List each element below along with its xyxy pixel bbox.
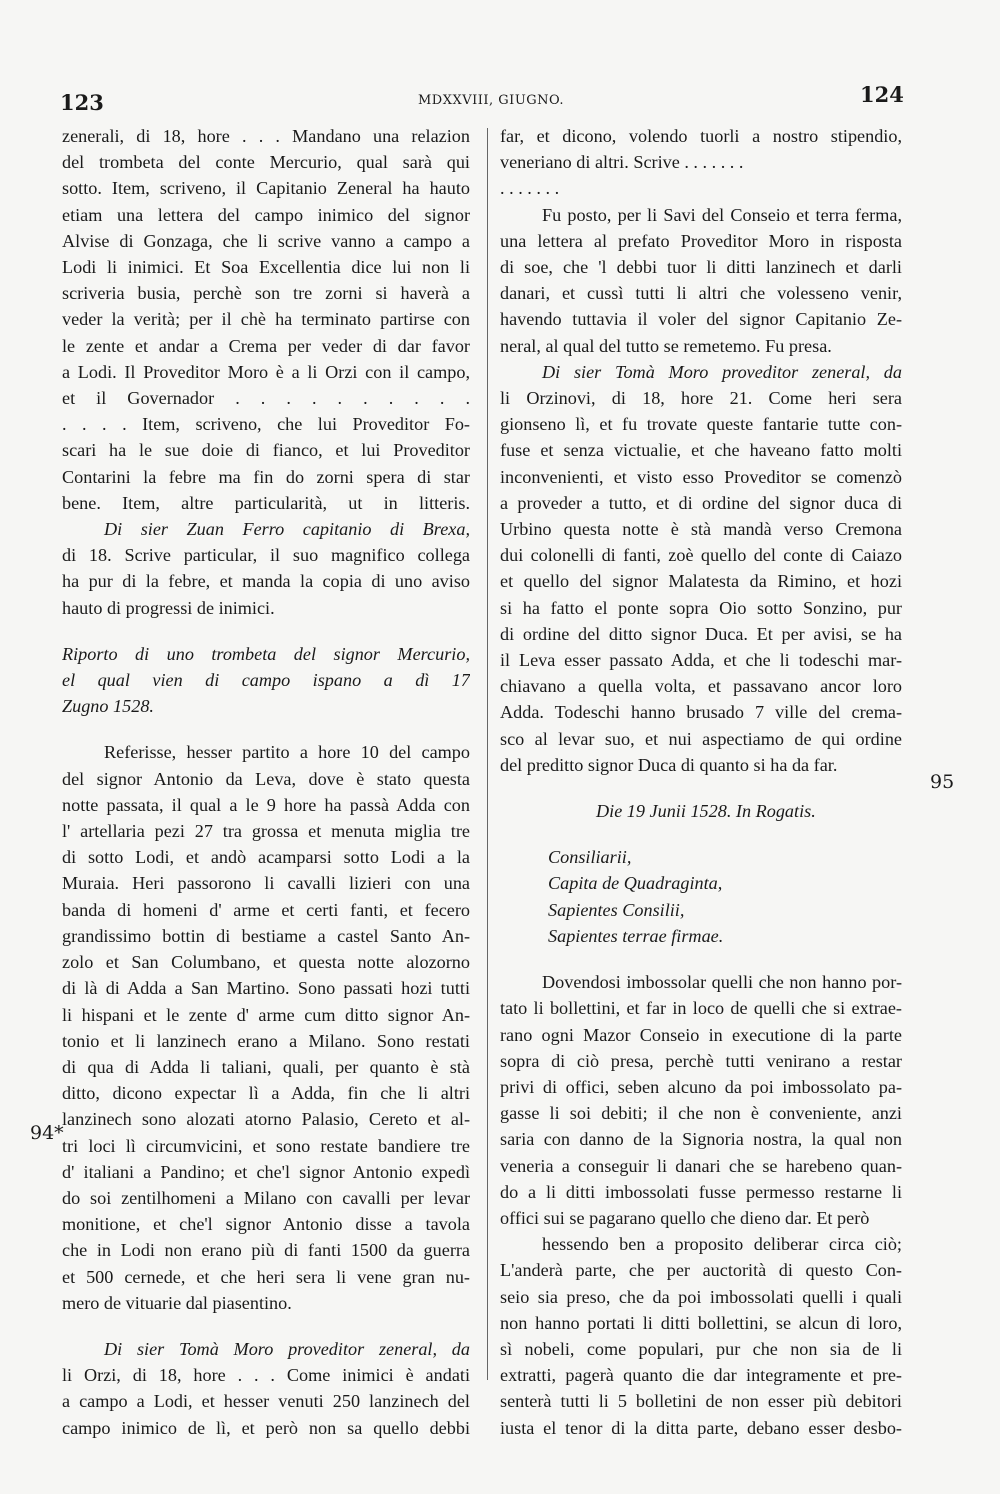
text-line: non hanno portati li ditti bollettini, se alcun di loro,	[500, 1312, 902, 1333]
paragraph-gap	[500, 778, 902, 798]
text-line: di là di Adda a San Martino. Sono passati hozi tutti	[62, 978, 470, 999]
text-line: Zugno 1528.	[62, 696, 154, 717]
text-line: do a li ditti imbossolati fusse permesso restarne li	[500, 1181, 902, 1202]
text-line: L'anderà parte, che per auctorità di questo Con-	[500, 1260, 902, 1281]
text-line: gionseno lì, et fu trovate queste fantarie tutte con-	[500, 414, 902, 435]
text-line: offici sui se pagarano quello che dieno dar. Et però	[500, 1207, 870, 1228]
text-line: danari, et cussì tutti li altri che volesseno venir,	[500, 283, 902, 304]
text-line: li Orzi, di 18, hore . . . Come inimici è andati	[62, 1365, 470, 1386]
text-line: mero de vituarie dal piasentino.	[62, 1292, 292, 1313]
text-line: dui colonelli di fanti, zoè quello del conte di Caiazo	[500, 545, 902, 566]
paragraph-gap	[500, 824, 902, 844]
text-line: monitione, et che'l signor Antonio disse a tavola	[62, 1214, 470, 1235]
paragraph-gap	[500, 949, 902, 969]
text-line: ha pur di la febre, et manda la copia di uno aviso	[62, 571, 470, 592]
text-line: il Leva esser passato Adda, et che li todeschi mar-	[500, 650, 902, 671]
text-line: zolo et San Columbano, et questa notte alozorno	[62, 952, 470, 973]
text-line: saria con danno de la Signoria nostra, la qual non	[500, 1129, 902, 1150]
text-line: Die 19 Junii 1528. In Rogatis.	[596, 801, 816, 822]
text-line: campo inimico de lì, et però non sa quello debbi	[62, 1417, 470, 1438]
text-line: a Lodi. Il Proveditor Moro è a li Orzi con il campo,	[62, 361, 470, 382]
text-line: del signor Antonio da Leva, dove è stato questa	[62, 768, 470, 789]
text-line: Consiliarii,	[548, 847, 632, 868]
text-line: banda di homeni d' arme et certi fanti, et fecero	[62, 899, 470, 920]
text-line: do soi zentilhomeni a Milano con cavalli per levar	[62, 1187, 470, 1208]
text-line: grandissimo bottin di bestiame a castel Santo An-	[62, 925, 470, 946]
text-line: del trombeta del conte Mercurio, qual sarà qui	[62, 152, 470, 173]
text-line: veneriano di altri. Scrive . . . . . . .	[500, 152, 744, 173]
text-line: sotto. Item, scriveno, il Capitanio Zeneral ha hauto	[62, 178, 470, 199]
text-line: Riporto di uno trombeta del signor Mercurio,	[62, 643, 470, 664]
text-line: Capita de Quadraginta,	[548, 873, 723, 894]
text-line: extratti, pagerà quanto die dar integramente et pre-	[500, 1365, 902, 1386]
text-line: neral, al qual del tutto se remetemo. Fu presa.	[500, 335, 832, 356]
text-line: veder la verità; per il chè ha terminato partirse con	[62, 309, 470, 330]
text-line: veneria a conseguir li danari che se harebeno quan-	[500, 1155, 902, 1176]
text-line: scriveria busia, perchè son tre zorni si haverà a	[62, 283, 470, 304]
text-line: et il Governador . . . . . . . . . .	[62, 388, 470, 409]
text-line: senterà tutti li 5 bolletini de non esser più debitori	[500, 1391, 902, 1412]
text-line: Referisse, hesser partito a hore 10 del campo	[104, 742, 470, 763]
text-line: . . . . Item, scriveno, che lui Proveditor Fo-	[62, 414, 470, 435]
text-line: Alvise di Gonzaga, che li scrive vanno a campo a	[62, 230, 470, 251]
text-line: inconvenienti, et visto esso Proveditor se comenzò	[500, 466, 902, 487]
text-line: notte passata, il qual a le 9 hore ha passà Adda con	[62, 794, 470, 815]
text-line: rano ogni Mazor Conseio in executione di la parte	[500, 1024, 902, 1045]
text-line: si ha fatto el ponte sopra Oio sotto Sonzino, pur	[500, 597, 902, 618]
text-line: Di sier Tomà Moro proveditor zeneral, da	[104, 1338, 470, 1359]
text-line: etiam una lettera del campo inimico del signor	[62, 204, 470, 225]
text-line: scari ha le sue doie di fianco, et lui Proveditor	[62, 440, 470, 461]
running-head: MDXXVIII, GIUGNO.	[418, 93, 565, 108]
paragraph-gap	[62, 719, 470, 739]
text-line: Adda. Todeschi hanno brusado 7 ville del crema-	[500, 702, 902, 723]
text-line: zenerali, di 18, hore . . . Mandano una relazion	[62, 126, 470, 146]
text-line: Contarini la febre ma fin do zorni spera di star	[62, 466, 470, 487]
text-line: sopra di ciò presa, perchè tutti venirano a restar	[500, 1050, 902, 1071]
text-line: Muraia. Heri passorono li cavalli lizieri con una	[62, 873, 470, 894]
text-line: tato li bollettini, et far in loco de quelli che si extrae-	[500, 998, 902, 1019]
text-line: et 500 cernede, et che heri sera li vene gran nu-	[62, 1266, 470, 1287]
text-line: a proveder a tutto, et di ordine del signor duca di	[500, 492, 902, 513]
text-line: Lodi li inimici. Et Soa Excellentia dice lui non li	[62, 257, 470, 278]
text-line: una lettera al prefato Proveditor Moro in risposta	[500, 230, 902, 251]
text-line: Di sier Zuan Ferro capitanio di Brexa,	[104, 519, 470, 540]
text-line: Sapientes Consilii,	[548, 899, 685, 920]
text-line: gasse li soi debiti; il che non è conveniente, anzi	[500, 1103, 902, 1124]
text-line: che in Lodi non erano più di fanti 1500 da guerra	[62, 1240, 470, 1261]
text-line: li hispani et le zente d' arme cum ditto signor An-	[62, 1004, 470, 1025]
text-line: fuse et senza victualie, et che haveano fatto molti	[500, 440, 902, 461]
left-column	[62, 123, 470, 1441]
text-line: lanzinech sono alozati atorno Palasio, Cereto et al-	[62, 1109, 470, 1130]
text-line: hessendo ben a proposito deliberar circa ciò;	[542, 1234, 902, 1255]
text-line: privi di offici, seben alcuno da poi imbossolato pa-	[500, 1076, 902, 1097]
text-line: sì nobeli, come populari, pur che non sia de li	[500, 1338, 902, 1359]
text-line: far, et dicono, volendo tuorli a nostro stipendio,	[500, 126, 902, 146]
margin-number-right: 95	[930, 771, 955, 793]
text-line: bene. Item, altre particularità, ut in litteris.	[62, 492, 470, 513]
text-line: hauto di progressi de inimici.	[62, 597, 275, 618]
text-line: iusta el tenor di la ditta parte, debano esser desbo-	[500, 1417, 902, 1438]
page-number-left: 123	[60, 90, 104, 115]
text-line: le zente et andar a Crema per veder di dar favor	[62, 335, 470, 356]
column-divider	[487, 128, 488, 1380]
text-line: a campo a Lodi, et hesser venuti 250 lanzinech del	[62, 1391, 470, 1412]
text-line: di 18. Scrive particular, il suo magnifico collega	[62, 545, 470, 566]
text-line: el qual vien di campo ispano a dì 17	[62, 670, 470, 691]
text-line: li Orzinovi, di 18, hore 21. Come heri sera	[500, 388, 902, 409]
text-line: Sapientes terrae firmae.	[548, 925, 724, 946]
text-line: chiavano a quella volta, et passavano ancor loro	[500, 676, 902, 697]
paragraph-gap	[62, 621, 470, 641]
text-line: ditto, dicono expectar lì a Adda, fin che li altri	[62, 1083, 470, 1104]
text-line: l' artellaria pezi 27 tra grossa et menuta miglia tre	[62, 821, 470, 842]
margin-number-left: 94*	[30, 1122, 64, 1144]
text-line: et quello del signor Malatesta da Rimino, et hozi	[500, 571, 902, 592]
text-line: sco al levar suo, et nui aspectiamo de qui ordine	[500, 728, 902, 749]
text-line: Urbino questa notte è stà mandà verso Cremona	[500, 519, 902, 540]
text-line: di soe, che 'l debbi tuor li ditti lanzinech et darli	[500, 257, 902, 278]
text-line: Dovendosi imbossolar quelli che non hanno por-	[542, 972, 902, 993]
text-line: di ordine del ditto signor Duca. Et per avisi, se ha	[500, 623, 902, 644]
text-line: di sotto Lodi, et andò acamparsi sotto Lodi a la	[62, 847, 470, 868]
page-number-right: 124	[860, 82, 904, 107]
text-line: del preditto signor Duca di quanto si ha da far.	[500, 754, 838, 775]
text-line: tonio et li lanzinech erano a Milano. Sono restati	[62, 1030, 470, 1051]
text-line: havendo tuttavia il voler del signor Capitanio Ze-	[500, 309, 902, 330]
text-line: seio sia preso, che da poi imbossolati quelli i quali	[500, 1286, 902, 1307]
text-line: Di sier Tomà Moro proveditor zeneral, da	[542, 361, 902, 382]
text-line: Fu posto, per li Savi del Conseio et terra ferma,	[542, 204, 902, 225]
text-line: . . . . . . .	[500, 178, 560, 199]
right-column	[500, 123, 902, 1441]
text-line: d' italiani a Pandino; et che'l signor Antonio expedì	[62, 1161, 470, 1182]
text-line: tri loci lì circumvicini, et sono restate bandiere tre	[62, 1135, 470, 1156]
text-line: di qua di Adda li taliani, quali, per quanto è stà	[62, 1056, 470, 1077]
paragraph-gap	[62, 1316, 470, 1336]
